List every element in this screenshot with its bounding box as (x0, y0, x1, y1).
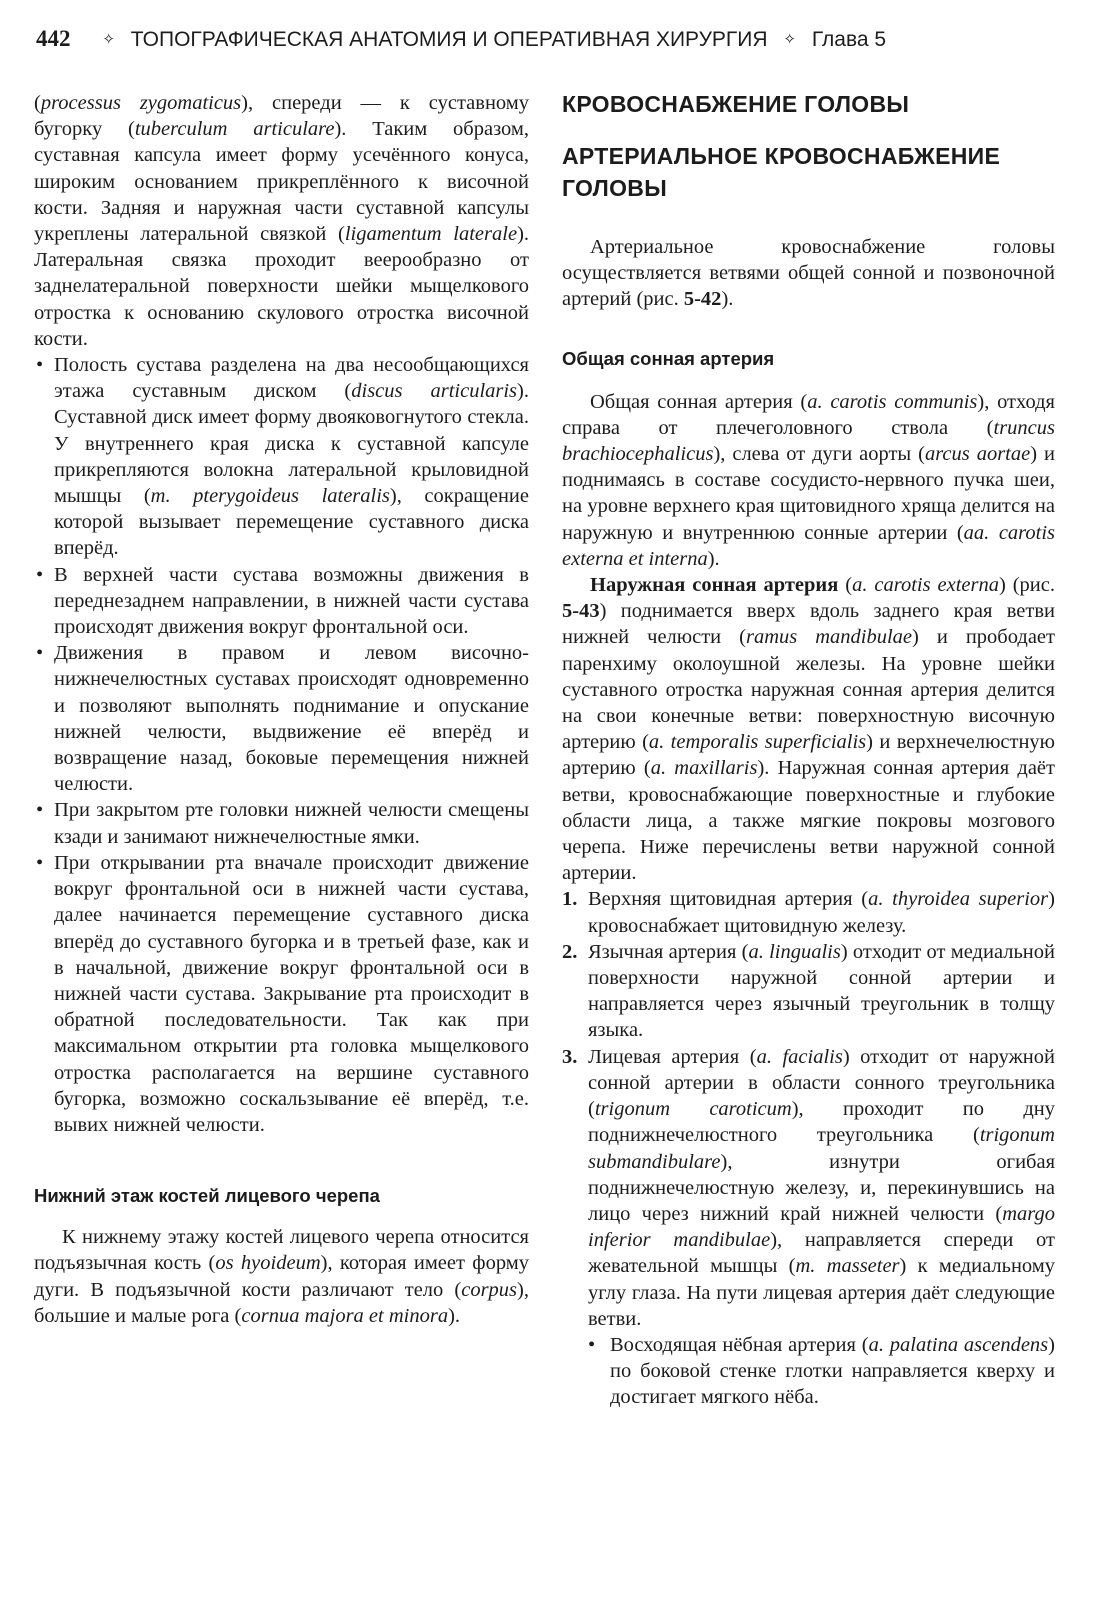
page-number: 442 (36, 26, 71, 51)
bullet-item (34, 562, 529, 641)
numbered-item (562, 1044, 1055, 1332)
text-run: ) (рис. (998, 574, 1055, 597)
text-run: ). Таким образом, суставная капсула имеет форму усечённого конуса, широким основанием прикреплённого к височной кости. Задняя и наружная части суставной капсулы укреплены латеральной связкой ( (34, 118, 529, 246)
text-run: ) отходит от наружной сонной артерии в области сонного треугольника ( (588, 1045, 1055, 1121)
latin-term: ramus mandibulae (745, 626, 913, 649)
bullet-text (54, 354, 529, 559)
text-run: ). (448, 1304, 461, 1327)
text-run: ) и поднимаясь в составе сосудисто-нервного пучка шеи, на уровне верхнего края щитовидного хряща делится на наружную и внутреннюю сонные артерии ( (562, 443, 1055, 544)
latin-term: a. maxillaris (650, 757, 758, 780)
subsection-heading: АРТЕРИАЛЬНОЕ КРОВОСНАБЖЕНИЕ ГОЛОВЫ (562, 143, 1001, 201)
numbered-item (562, 939, 1055, 1044)
paragraph (562, 572, 1055, 886)
separator-glyph: ✧ (102, 31, 115, 48)
bullet-text (610, 1334, 1055, 1408)
paragraph (562, 234, 1055, 313)
bullet-marker: • (36, 851, 44, 874)
latin-term: discus articularis (351, 380, 518, 403)
latin-term: m. pterygoideus lateralis (150, 485, 390, 508)
bullet-text (54, 852, 529, 1136)
separator-glyph: ✧ (783, 31, 796, 48)
latin-term: trigonum submandibulare (588, 1124, 1055, 1173)
bullet-item (34, 640, 529, 797)
text-run: ) и прободает паренхиму околоушной железы. На уровне шейки суставного отростка наружная сонная артерия делится на свои конечные ветви: поверхностную височную артерию ( (562, 626, 1055, 754)
latin-term: ligamentum laterale (344, 223, 518, 246)
latin-term: os hyoideum (215, 1252, 321, 1275)
latin-term: cornua majora et minora (241, 1304, 449, 1327)
latin-term: a. lingualis (748, 940, 841, 963)
latin-term: a. facialis (756, 1045, 843, 1068)
section-subheading: Общая сонная артерия (562, 347, 775, 369)
running-header (36, 26, 1076, 66)
latin-term: a. carotis communis (807, 390, 978, 413)
text-run: ), отходя справа от плечеголовного ствола ( (562, 390, 1055, 439)
latin-term: aa. carotis externa et interna (562, 521, 1056, 570)
text-run: Артериальное кровоснабжение головы осуществляется ветвями общей сонной и позвоночной артерий (рис. (562, 236, 1055, 311)
text-run: ( (838, 574, 853, 597)
text-run: ). Суставной диск имеет форму двояковогнутого стекла. У внутреннего края диска к суставной капсуле прикрепляются волокна латеральной крыловидной мышцы ( (54, 380, 529, 508)
bold-text: Наружная сонная артерия (590, 574, 839, 597)
text-run: ). (721, 288, 734, 311)
latin-term: trigonum caroticum (594, 1098, 792, 1121)
text-run: ), слева от дуги аорты ( (713, 443, 925, 466)
section-subheading: Нижний этаж костей лицевого черепа (34, 1185, 380, 1207)
bullet-text (54, 799, 529, 847)
text-run: ) отходит от медиальной поверхности наружной сонной артерии и направляется через язычный треугольник в толщу языка. (588, 940, 1055, 1042)
left-column (34, 90, 529, 1329)
text-run: Движения в правом и левом височно-нижнечелюстных суставах происходят одновременно и позволяют выполнять поднимание и опускание нижней челюсти, выдвижение её вперёд и возвращение назад, боковые перемещения нижней челюсти. (54, 642, 529, 796)
latin-term: a. palatina ascendens (868, 1333, 1049, 1356)
text-run: Язычная артерия ( (588, 940, 749, 963)
bullet-marker: • (588, 1333, 596, 1356)
latin-term: a. temporalis superficialis (648, 731, 867, 754)
text-run: ), сокращение которой вызывает перемещение суставного диска вперёд. (54, 485, 529, 560)
bullet-item (34, 850, 529, 1138)
text-run: ). (707, 547, 720, 570)
text-run: В верхней части сустава возможны движения в переднезаднем направлении, в нижней части сустава происходят движения вокруг фронтальной оси. (54, 563, 529, 639)
bullet-marker: • (36, 354, 44, 377)
latin-term: corpus (461, 1278, 518, 1301)
bullet-text (54, 642, 529, 795)
text-run: Лицевая артерия ( (588, 1045, 757, 1068)
latin-term: margo inferior mandibulae (588, 1202, 1055, 1252)
item-number: 1. (562, 888, 578, 911)
sub-bullet-item (562, 1332, 1055, 1411)
bullet-marker: • (36, 642, 44, 665)
bullet-item (34, 797, 529, 849)
bullet-marker: • (36, 799, 44, 822)
text-run: Общая сонная артерия ( (590, 390, 808, 413)
paragraph (34, 90, 529, 352)
text-run: При открывании рта вначале происходит движение вокруг фронтальной оси в нижней части сустава, далее начинается перемещение суставного диска вперёд до суставного бугорка и в третьей фазе, как и в начальной, движение вокруг фронтальной оси в нижней части сустава. Закрывание рта происходит в обратной последовательности. Так как при максимальном открытии рта головка мыщелкового отростка располагается на вершине суставного бугорка, возможно соскальзывание её вперёд, т.е. вывих нижней челюсти. (54, 851, 529, 1136)
right-column (562, 90, 1055, 1411)
item-number: 2. (562, 940, 578, 963)
text-run: При закрытом рте головки нижней челюсти смещены кзади и занимают нижнечелюстные ямки. (54, 799, 529, 848)
bullet-marker: • (36, 563, 44, 586)
latin-term: processus zygomaticus (40, 92, 242, 114)
bullet-item (34, 352, 529, 562)
text-run: Восходящая нёбная артерия ( (610, 1333, 869, 1356)
latin-term: truncus brachiocephalicus (562, 416, 1055, 466)
bold-text: 5-43 (562, 600, 600, 623)
text-run: ). Латеральная связка проходит веерообразно от заднелатеральной поверхности шейки мыщелкового отростка к основанию скулового отростка височной кости. (34, 223, 530, 350)
text-run: ) кровоснабжает щитовидную железу. (588, 888, 1055, 937)
latin-term: a. carotis externa (852, 574, 999, 597)
book-title: ТОПОГРАФИЧЕСКАЯ АНАТОМИЯ И ОПЕРАТИВНАЯ ХИРУРГИЯ (130, 28, 768, 51)
text-run: ) к медиальному углу глаза. На пути лицевая артерия даёт следующие ветви. (588, 1255, 1055, 1330)
text-run: ) поднимается вверх вдоль заднего края ветви нижней челюсти ( (562, 600, 1055, 649)
text-run: ) и верхнечелюстную артерию ( (562, 731, 1056, 780)
text-run: ), большие и малые рога ( (34, 1278, 529, 1327)
text-run: Верхняя щитовидная артерия ( (588, 888, 869, 911)
item-text (588, 941, 1055, 1042)
text-run: К нижнему этажу костей лицевого черепа относится подъязычная кость ( (34, 1226, 529, 1275)
text-run: ), которая имеет форму дуги. В подъязычной кости различают тело ( (34, 1252, 529, 1301)
latin-term: m. masseter (795, 1255, 900, 1278)
text-run: ), изнутри огибая поднижнечелюстную железу, и, перекинувшись на лицо через нижний край нижней челюсти ( (588, 1150, 1055, 1225)
paragraph (34, 1224, 529, 1329)
latin-term: arcus aortae (924, 443, 1031, 466)
text-run: ( (34, 92, 41, 114)
item-text (588, 1046, 1055, 1330)
text-run: Полость сустава разделена на два несообщающихся этажа суставным диском ( (54, 354, 529, 403)
paragraph (562, 389, 1055, 572)
item-number: 3. (562, 1045, 578, 1068)
text-run: ) по боковой стенке глотки направляется кверху и достигает мягкого нёба. (610, 1333, 1055, 1409)
latin-term: tuberculum articulare (134, 118, 335, 141)
text-run: ), направляется спереди от жевательной мышцы ( (588, 1229, 1055, 1278)
text-run: ), спереди — к суставному бугорку ( (34, 92, 529, 141)
bold-text: 5-42 (683, 288, 722, 311)
item-text (588, 888, 1055, 936)
section-heading: КРОВОСНАБЖЕНИЕ ГОЛОВЫ (562, 91, 910, 117)
chapter-label: Глава 5 (811, 28, 887, 51)
text-run: ), проходит по дну поднижнечелюстного треугольника ( (588, 1098, 1055, 1147)
bullet-text (54, 564, 529, 638)
numbered-item (562, 886, 1055, 938)
latin-term: a. thyroidea superior (868, 888, 1049, 911)
text-run: ). Наружная сонная артерия даёт ветви, кровоснабжающие поверхностные и глубокие области лица, а также мягкие покровы мозгового черепа. Ниже перечислены ветви наружной сонной артерии. (562, 757, 1055, 885)
